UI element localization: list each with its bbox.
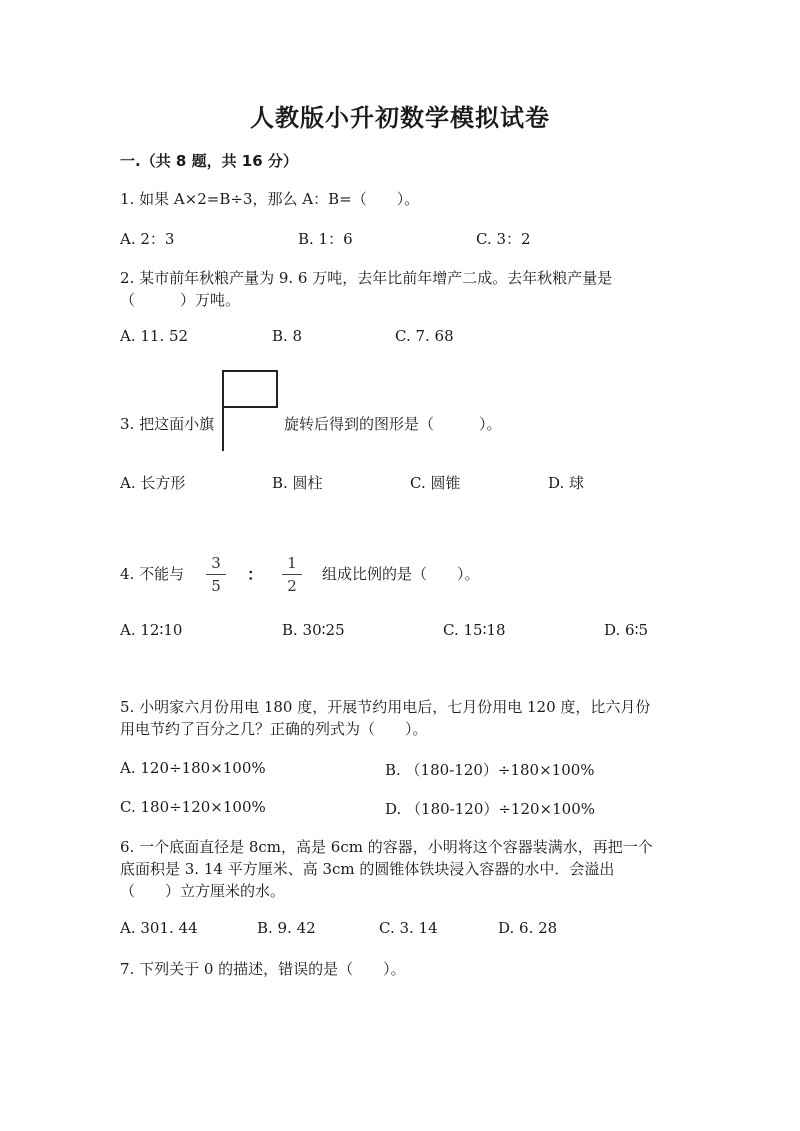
question-3-prefix: 3. 把这面小旗 bbox=[120, 415, 215, 433]
q3-option-b: B. 圆柱 bbox=[272, 474, 323, 492]
q3-option-a: A. 长方形 bbox=[120, 474, 186, 492]
fraction-denominator: 5 bbox=[211, 577, 221, 595]
fraction-numerator: 1 bbox=[287, 554, 297, 572]
question-6-line-3: （ ）立方厘米的水。 bbox=[120, 882, 286, 900]
q4-option-a: A. 12∶10 bbox=[120, 621, 183, 639]
fraction-denominator: 2 bbox=[287, 577, 297, 595]
q6-option-d: D. 6. 28 bbox=[498, 919, 558, 937]
q1-option-a: A. 2：3 bbox=[120, 230, 175, 248]
question-7: 7. 下列关于 0 的描述，错误的是（ ）。 bbox=[120, 960, 406, 978]
q1-option-b: B. 1：6 bbox=[298, 230, 353, 248]
q5-option-b: B. （180-120）÷180×100% bbox=[385, 761, 595, 779]
section-heading: 一.（共 8 题，共 16 分） bbox=[120, 152, 298, 170]
fraction-3-5 bbox=[206, 555, 226, 594]
fraction-numerator: 3 bbox=[211, 554, 221, 572]
flag-figure bbox=[218, 369, 282, 453]
ratio-colon: ： bbox=[247, 565, 264, 584]
q3-option-d: D. 球 bbox=[548, 474, 585, 492]
question-4-prefix: 4. 不能与 bbox=[120, 565, 185, 583]
q5-option-c: C. 180÷120×100% bbox=[120, 798, 266, 816]
question-3-suffix: 旋转后得到的图形是（ ）。 bbox=[284, 415, 502, 433]
q2-option-c: C. 7. 68 bbox=[395, 327, 454, 345]
q4-option-d: D. 6∶5 bbox=[604, 621, 649, 639]
question-4-suffix: 组成比例的是（ ）。 bbox=[322, 565, 480, 583]
fraction-1-2 bbox=[282, 555, 302, 594]
question-2-line-1: 2. 某市前年秋粮产量为 9. 6 万吨，去年比前年增产二成。去年秋粮产量是 bbox=[120, 269, 613, 287]
q6-option-c: C. 3. 14 bbox=[379, 919, 438, 937]
question-6-line-2: 底面积是 3. 14 平方厘米、高 3cm 的圆锥体铁块浸入容器的水中．会溢出 bbox=[120, 860, 615, 878]
q3-option-c: C. 圆锥 bbox=[410, 474, 461, 492]
q5-option-a: A. 120÷180×100% bbox=[120, 759, 266, 777]
page-title: 人教版小升初数学模拟试卷 bbox=[250, 103, 550, 132]
q6-option-a: A. 301. 44 bbox=[120, 919, 198, 937]
question-2-line-2: （ ）万吨。 bbox=[120, 291, 241, 309]
question-6-line-1: 6. 一个底面直径是 8cm，高是 6cm 的容器，小明将这个容器装满水，再把一个 bbox=[120, 838, 653, 856]
q2-option-a: A. 11. 52 bbox=[120, 327, 189, 345]
q2-option-b: B. 8 bbox=[272, 327, 303, 345]
question-1: 1. 如果 A×2=B÷3，那么 A：B=（ ）。 bbox=[120, 190, 420, 208]
q5-option-d: D. （180-120）÷120×100% bbox=[385, 800, 596, 818]
q4-option-c: C. 15∶18 bbox=[443, 621, 506, 639]
question-5-line-2: 用电节约了百分之几？正确的列式为（ ）。 bbox=[120, 720, 428, 738]
q1-option-c: C. 3：2 bbox=[476, 230, 531, 248]
q6-option-b: B. 9. 42 bbox=[257, 919, 316, 937]
question-5-line-1: 5. 小明家六月份用电 180 度，开展节约用电后，七月份用电 120 度，比六月份 bbox=[120, 698, 651, 716]
q4-option-b: B. 30∶25 bbox=[282, 621, 345, 639]
